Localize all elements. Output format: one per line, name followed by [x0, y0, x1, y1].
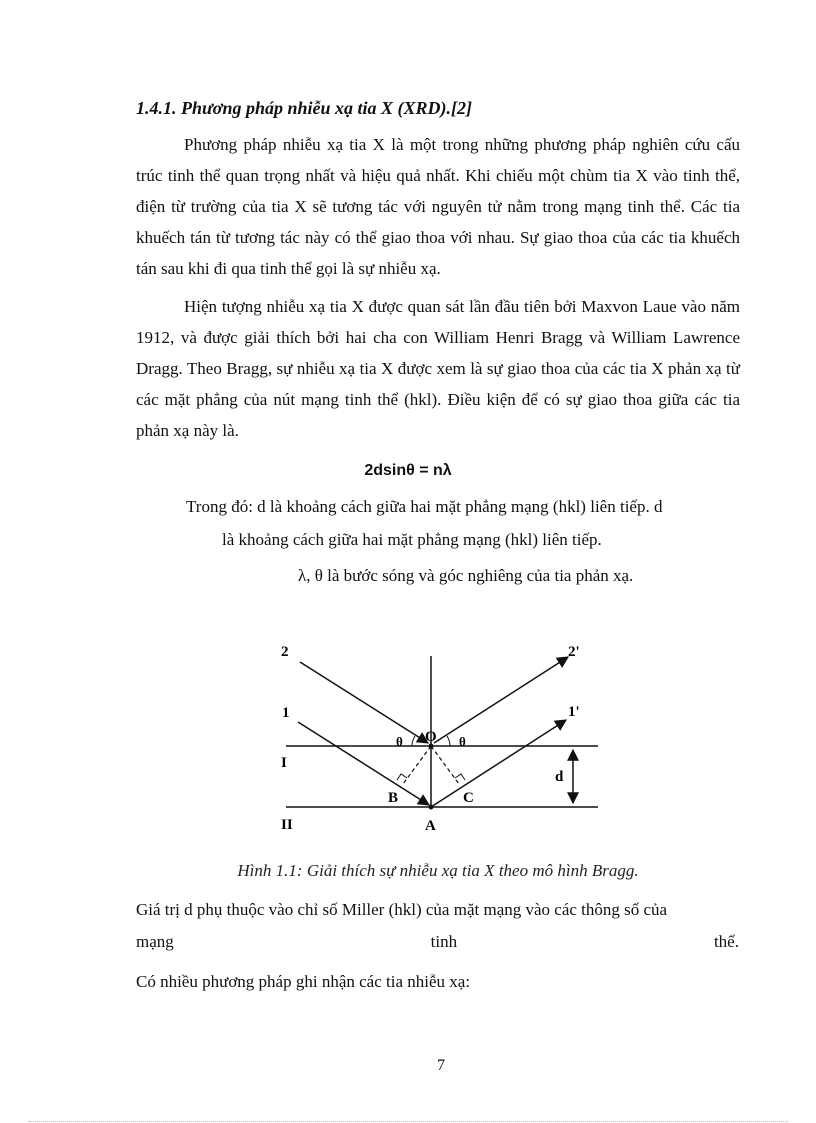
right-angle-b	[397, 774, 407, 780]
theta-arc-right	[447, 736, 450, 746]
bragg-diagram	[270, 630, 610, 840]
incident-ray-2	[300, 662, 428, 743]
label-c: C	[463, 790, 474, 806]
reflected-ray-1p	[431, 720, 566, 807]
label-ray-2p: 2'	[568, 644, 580, 660]
paragraph-history-text: Hiện tượng nhiễu xạ tia X được quan sát lần đầu tiên bởi Maxvon Laue vào năm 1912, và được giải thích bởi hai cha con William Henri Bragg và William Lawrence Dragg. Theo Bragg, sự nhiễu xạ tia X được xem là sự giao thoa của các tia X phản xạ từ các mặt phẳng của nút mạng tinh thể (hkl). Điều kiện để có sự giao thoa giữa các tia phản xạ này là.	[136, 297, 740, 440]
label-b: B	[388, 790, 399, 806]
label-d: d	[555, 769, 564, 785]
paragraph-intro	[136, 129, 740, 284]
label-ray-2: 2	[281, 644, 289, 660]
page-bottom-rule	[28, 1121, 788, 1122]
dashed-perp-ob	[403, 746, 431, 784]
point-a	[429, 805, 434, 810]
paragraph-history	[136, 291, 740, 446]
label-ray-1p: 1'	[568, 704, 580, 720]
paragraph-intro-text: Phương pháp nhiễu xạ tia X là một trong những phương pháp nghiên cứu cấu trúc tinh thể quan trọng nhất và hiệu quả nhất. Khi chiếu một chùm tia X vào tinh thể, điện từ trường của tia X sẽ tương tác với nguyên tử nằm trong mạng tinh thể. Các tia khuếch tán từ tương tác này có thể giao thoa với nhau. Sự giao thoa của các tia khuếch tán sau khi đi qua tinh thể gọi là sự nhiễu xạ.	[136, 135, 740, 278]
paragraph-miller-line-1: Giá trị d phụ thuộc vào chỉ số Miller (hkl) của mặt mạng vào các thông số của	[136, 900, 668, 919]
label-plane-ii: II	[281, 817, 293, 833]
label-a: A	[425, 818, 436, 834]
label-plane-i: I	[281, 755, 287, 771]
theta-arc-left	[412, 736, 415, 746]
word-mang: mạng	[136, 932, 174, 951]
where-line-2: là khoảng cách giữa hai mặt phẳng mạng (hkl) liên tiếp.	[222, 530, 602, 549]
section-heading: 1.4.1. Phương pháp nhiễu xạ tia X (XRD).[2]	[136, 98, 472, 118]
reflected-ray-2p	[434, 657, 568, 743]
paragraph-methods: Có nhiều phương pháp ghi nhận các tia nhiễu xạ:	[136, 972, 471, 991]
bragg-formula: 2dsinθ = nλ	[364, 462, 452, 479]
label-ray-1: 1	[282, 705, 290, 721]
incident-ray-1	[298, 722, 429, 805]
label-theta-left: θ	[396, 734, 403, 749]
where-line-3: λ, θ là bước sóng và góc nghiêng của tia phản xạ.	[298, 566, 634, 585]
figure-caption: Hình 1.1: Giải thích sự nhiễu xạ tia X theo mô hình Bragg.	[237, 861, 639, 880]
paragraph-miller-line-2	[136, 932, 739, 952]
word-the: thể.	[713, 932, 739, 951]
dashed-perp-oc	[431, 746, 459, 784]
right-angle-c	[455, 774, 465, 780]
where-line-1: Trong đó: d là khoảng cách giữa hai mặt phẳng mạng (hkl) liên tiếp. d	[186, 497, 663, 516]
label-theta-right: θ	[459, 734, 466, 749]
page-number: 7	[437, 1057, 445, 1074]
label-o: O	[425, 729, 437, 745]
word-tinh: tinh	[430, 932, 458, 951]
